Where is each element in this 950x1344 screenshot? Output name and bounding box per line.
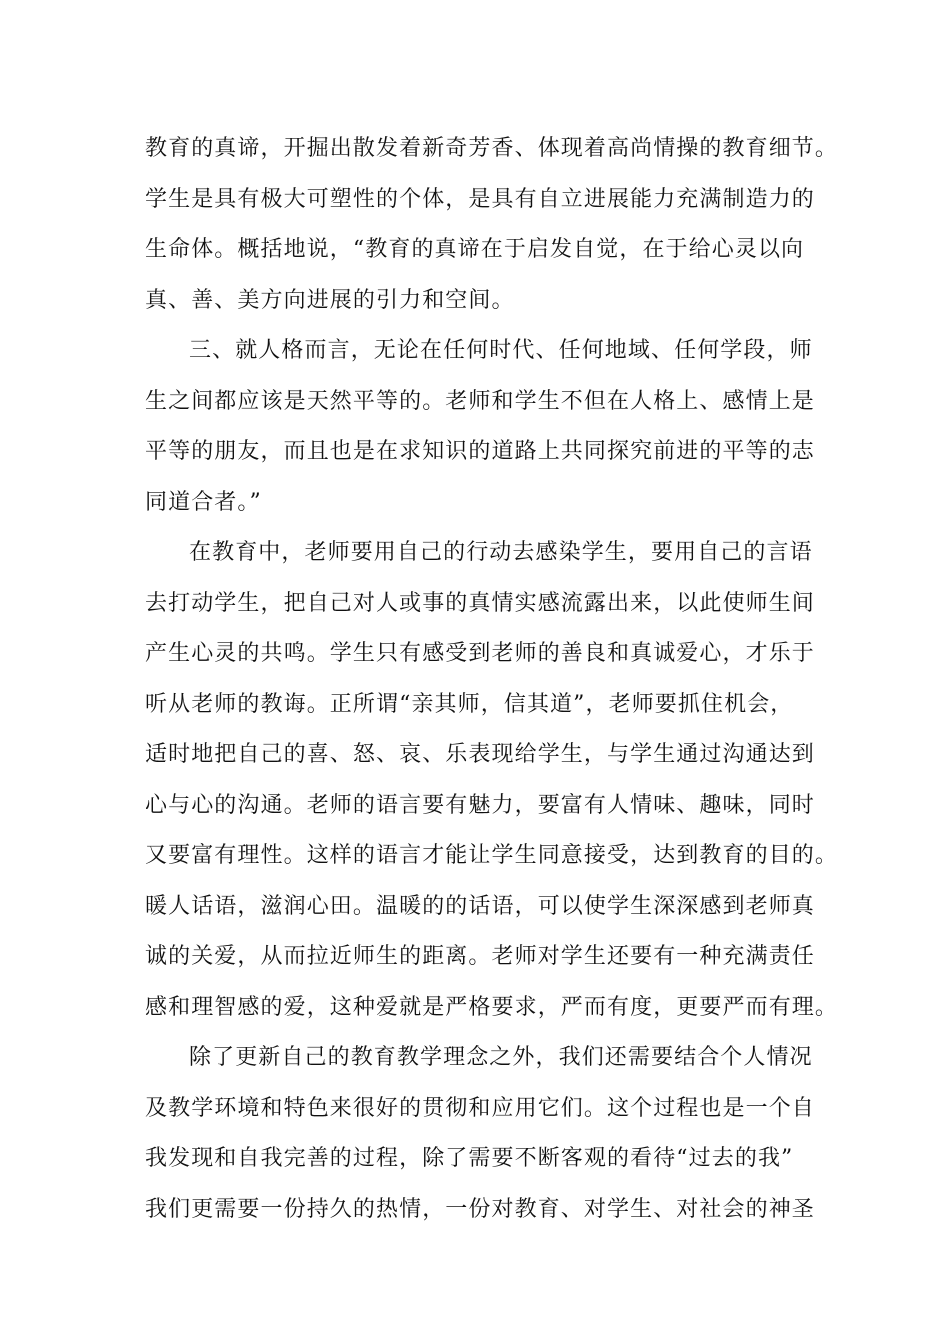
body-text: [145, 124, 839, 1235]
text-line: 教育的真谛，开掘出散发着新奇芳香、体现着高尚情操的教育细节。: [145, 136, 839, 161]
text-line: 生命体。概括地说，“教育的真谛在于启发自觉，在于给心灵以向: [145, 237, 805, 262]
text-line: 学生是具有极大可塑性的个体，是具有自立进展能力充满制造力的: [145, 186, 815, 212]
text-line: 真、善、美方向进展的引力和空间。: [145, 287, 515, 313]
text-line: 诚的关爱，从而拉近师生的距离。老师对学生还要有一种充满责任: [145, 944, 815, 969]
paragraph-first-line: 除了更新自己的教育教学理念之外，我们还需要结合个人情况: [189, 1045, 813, 1070]
text-line: 平等的朋友，而且也是在求知识的道路上共同探究前进的平等的志: [145, 439, 815, 464]
text-line: 暖人话语，滋润心田。温暖的的话语，可以使学生深深感到老师真: [145, 893, 815, 919]
text-line: 去打动学生，把自己对人或事的真情实感流露出来，以此使师生间: [145, 590, 815, 616]
text-line: 及教学环境和特色来很好的贯彻和应用它们。这个过程也是一个自: [145, 1095, 815, 1121]
text-line: 适时地把自己的喜、怒、哀、乐表现给学生，与学生通过沟通达到: [145, 742, 815, 767]
text-line: 听从老师的教诲。正所谓“亲其师，信其道”，老师要抓住机会，: [145, 691, 794, 717]
paragraph-first-line: 在教育中，老师要用自己的行动去感染学生，要用自己的言语: [189, 540, 813, 565]
text-line: 我们更需要一份持久的热情，一份对教育、对学生、对社会的神圣: [145, 1196, 815, 1222]
paragraph-first-line: 三、就人格而言，无论在任何时代、任何地域、任何学段，师: [189, 338, 813, 363]
text-line: 又要富有理性。这样的语言才能让学生同意接受，达到教育的目的。: [145, 843, 839, 868]
text-line: 同道合者。”: [145, 489, 262, 515]
text-line: 产生心灵的共鸣。学生只有感受到老师的善良和真诚爱心，才乐于: [145, 641, 815, 666]
text-line: 我发现和自我完善的过程，除了需要不断客观的看待“过去的我”: [145, 1146, 794, 1171]
text-line: 感和理智感的爱，这种爱就是严格要求，严而有度，更要严而有理。: [145, 994, 839, 1020]
text-line: 生之间都应该是天然平等的。老师和学生不但在人格上、感情上是: [145, 388, 815, 414]
text-line: 心与心的沟通。老师的语言要有魅力，要富有人情味、趣味，同时: [145, 792, 815, 818]
